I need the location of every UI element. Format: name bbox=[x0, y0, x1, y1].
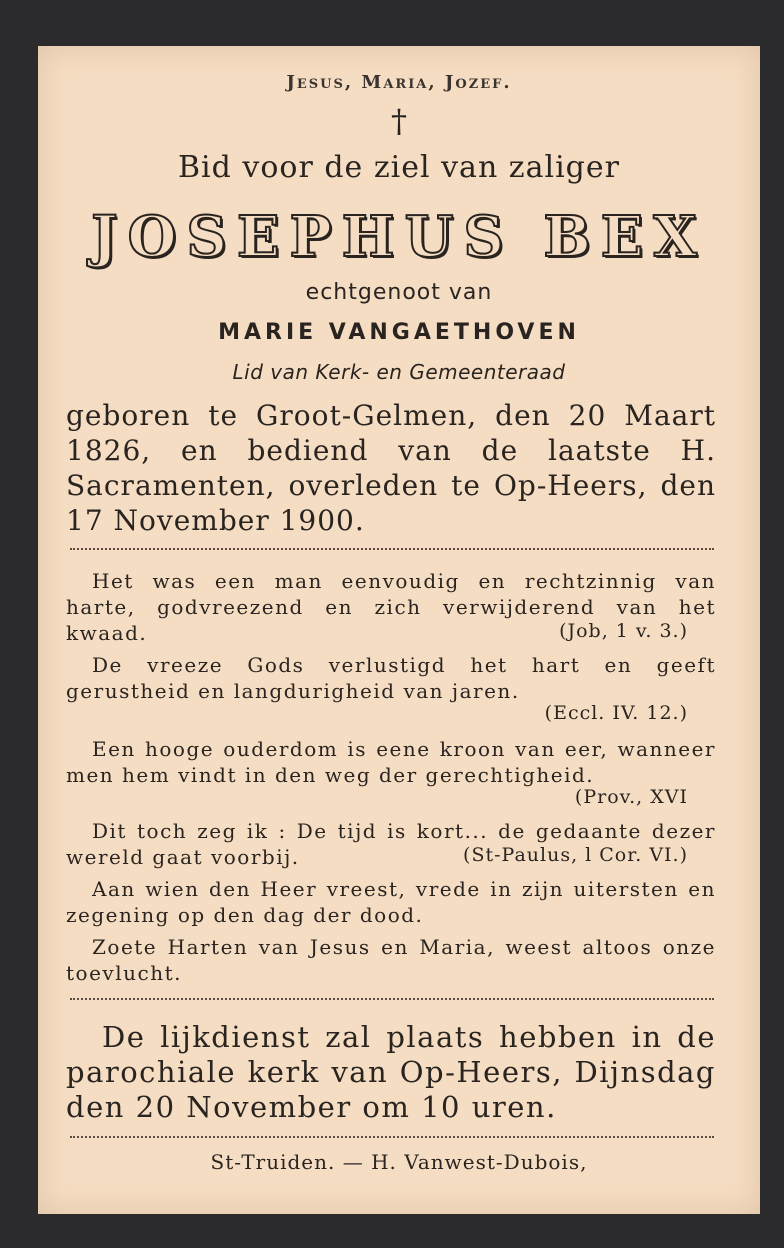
header-invocation: Jesus, Maria, Jozef. bbox=[286, 72, 512, 93]
quote-text: Dit toch zeg ik : De tijd is kort... de gedaante dezer wereld gaat voorbij. bbox=[66, 819, 716, 869]
quote-text: Aan wien den Heer vreest, vrede in zijn uitersten en zegening op den dag der dood. bbox=[66, 877, 716, 927]
role-text: Lid van Kerk- en Gemeenteraad bbox=[232, 360, 566, 384]
dotted-divider bbox=[70, 1136, 714, 1138]
printer-credit: St-Truiden. — H. Vanwest-Dubois, bbox=[210, 1150, 588, 1174]
dotted-divider bbox=[70, 998, 714, 1000]
quote-3 bbox=[66, 736, 716, 788]
deceased-name: JOSEPHUS BEX bbox=[91, 204, 707, 270]
quote-5 bbox=[66, 876, 716, 928]
quote-text: De vreeze Gods verlustigd het hart en geeft gerustheid en langdurigheid van jaren. bbox=[66, 653, 716, 703]
quote-2 bbox=[66, 652, 716, 704]
funeral-notice: De lijkdienst zal plaats hebben in de parochiale kerk van Op-Heers, Dijnsdag den 20 November om 10 uren. bbox=[66, 1020, 716, 1124]
quote-text: Een hooge ouderdom is eene kroon van eer, wanneer men hem vindt in den weg der gerechtigheid. bbox=[66, 737, 716, 787]
quote-reference: (St-Paulus, l Cor. VI.) bbox=[463, 844, 688, 866]
biography: geboren te Groot-Gelmen, den 20 Maart 1826, en bediend van de laatste H. Sacramenten, overleden te Op-Heers, den 17 November 1900. bbox=[66, 399, 716, 537]
quote-reference: (Eccl. IV. 12.) bbox=[544, 702, 688, 724]
quote-reference: (Prov., XVI bbox=[574, 786, 688, 808]
quote-text: Het was een man eenvoudig en rechtzinnig van harte, godvreezend en zich verwijderend van het kwaad. bbox=[66, 569, 716, 645]
memorial-card bbox=[38, 46, 760, 1214]
spouse-intro: echtgenoot van bbox=[305, 280, 493, 305]
quote-reference: (Job, 1 v. 3.) bbox=[559, 620, 688, 642]
quote-6 bbox=[66, 934, 716, 986]
spouse-name: MARIE VANGAETHOVEN bbox=[218, 320, 580, 345]
intro-text: Bid voor de ziel van zaliger bbox=[178, 150, 620, 185]
dotted-divider bbox=[70, 548, 714, 550]
cross-icon: † bbox=[391, 102, 407, 140]
quote-text: Zoete Harten van Jesus en Maria, weest altoos onze toevlucht. bbox=[66, 935, 716, 985]
